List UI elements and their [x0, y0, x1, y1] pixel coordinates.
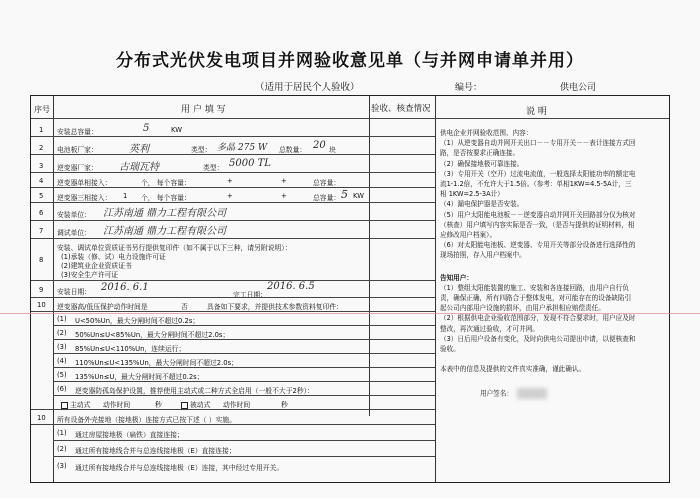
row11-num: (1)	[57, 315, 67, 323]
col-seq: 序号	[34, 105, 50, 114]
scope-item-5: （5）用户太阳能电池板－－逆变器自动并网开关回路部分仅为核对（核查）用户填写内容实际是否一致，（是否与提供的证明材料，相应修改用户档案）。	[440, 210, 636, 240]
scan-mark-line	[0, 313, 700, 314]
row8-intro: 安装、调试单位资质证书另行提供复印件（如不属于以下三种，请另附说明）：	[57, 244, 292, 252]
scope-item-3: （3）专用开关（空开）过流电流值，一般选择太阳能功率的额定电流1-1.2倍，不允许大于1.5倍。（参考：单相1KW=4.5-5A计，三相 1KW=2.5-3A计）	[440, 169, 636, 199]
row8-item3: (3)安全生产许可证	[61, 271, 119, 279]
row10-no: 否	[181, 303, 188, 311]
active-sec: 秒	[155, 401, 162, 409]
row13-num: (3)	[57, 343, 67, 351]
row21-num: (3)	[57, 462, 67, 470]
row8-num: 8	[39, 256, 44, 264]
scope-title: 供电企业并网验收范围、内容：	[440, 129, 533, 137]
row5-total-label: 总容量：	[313, 194, 341, 202]
col-check: 验收、核查情况	[371, 104, 431, 114]
notice-item-3: （3）日后用户设备有变化，及时向供电公司提出申请，以便核查和验收。	[440, 334, 636, 354]
row11-text: U<50%Un，最大分闸时间不超过0.2s；	[75, 317, 200, 325]
row14-text: 110%Un≤U<135%Un，最大分闸时间不超过2.0s；	[75, 359, 238, 367]
document-subtitle: （适用于居民个人验收）	[255, 82, 360, 93]
passive-time-label: 动作时间	[223, 401, 251, 409]
passive-mode-checkbox[interactable]	[181, 402, 188, 409]
row21-text: 通过所有接地线合并与总连线接地极（E）连接，其中经过专用开关。	[75, 464, 284, 472]
notice-title: 告知用户：	[440, 273, 473, 282]
row9-num: 9	[39, 286, 44, 294]
active-time-label: 动作时间	[103, 401, 131, 409]
row13-text: 85%Un≤U<110%Un，连续运行；	[75, 345, 186, 353]
row4-label: 逆变器单相接入：	[57, 179, 112, 187]
row9-done-label: 完工日期：	[233, 291, 267, 299]
row5-total-value: 5	[341, 188, 348, 201]
row2-count-label: 总数量：	[279, 146, 307, 154]
row18-num: 10	[37, 414, 46, 422]
row15-text: 135%Un≤U，最大分闸时间不超过0.2s；	[75, 373, 204, 381]
row5-num: 5	[39, 192, 44, 200]
signature-line	[440, 388, 636, 399]
signature-redacted	[517, 388, 547, 399]
row3-type-value: 5000 TL	[229, 158, 271, 169]
notice-item-1: （1）整组太阳能装置的施工、安装和各连接回路，由用户自行负责，确保正确，所有四路合于整体发电，对可能存在的设备缺陷引起公司内部用户设施的损坏，由用户承担相应赔偿责任。	[440, 283, 632, 313]
confirm-text: 本表中的信息及提供的文件真实准确，谨此确认。	[440, 365, 586, 374]
row10-tail: 具备如下要求，并提供技术参数资料复印件：	[207, 303, 343, 311]
passive-sec: 秒	[281, 401, 288, 409]
row12-num: (2)	[57, 329, 67, 337]
row1-unit: KW	[171, 126, 182, 134]
row6-num: 6	[39, 209, 44, 217]
scope-item-1: （1）从逆变器自动并网开关出口－－专用开关－－表计连接方式回路，是否按要求正确连接。	[440, 139, 636, 158]
row4-plus2: +	[281, 177, 287, 185]
row5-plus: +	[227, 192, 233, 200]
active-mode-label: 主动式	[70, 401, 91, 409]
row14-num: (4)	[57, 357, 67, 365]
row2-value: 英利	[129, 144, 149, 155]
row12-text: 50%Un≤U<85%Un，最大分闸时间不超过2.0s；	[75, 331, 230, 339]
row3-label: 逆变器厂家：	[57, 164, 98, 172]
row5-plus2: +	[281, 192, 287, 200]
row1-num: 1	[39, 126, 44, 134]
row7-label: 调试单位：	[57, 229, 91, 237]
row3-type-label: 类型：	[203, 164, 224, 172]
scope-item-4: （4）漏电保护器是否安装。	[440, 200, 524, 209]
row10-label: 逆变器高/低压保护动作时间是	[57, 303, 148, 311]
row6-value: 江苏南通 鼎力工程有限公司	[103, 208, 227, 219]
row16-text: 逆变器防孤岛保护设置，推荐使用主动式或二种方式全启用（一般不大于2秒）：	[75, 387, 314, 395]
company-label: 供电公司	[560, 83, 597, 93]
row2-type-value: 多晶 275 W	[217, 143, 268, 153]
row4-unit: 个， 每个容量：	[141, 179, 191, 187]
document-title: 分布式光伏发电项目并网验收意见单（与并网申请单并用）	[116, 51, 584, 71]
row2-num: 2	[39, 144, 44, 152]
active-mode-checkbox[interactable]	[61, 402, 68, 409]
row5-value: 1	[123, 192, 128, 200]
row9-label: 安装日期：	[57, 288, 91, 296]
passive-mode-option[interactable]	[181, 399, 210, 409]
row16-num: (6)	[57, 385, 67, 393]
row1-value: 5	[143, 123, 150, 134]
row4-total-label: 总容量：	[313, 179, 341, 187]
row9-done-value: 2016. 6.5	[267, 281, 315, 292]
row2-type-label: 类型：	[191, 146, 212, 154]
row5-label: 逆变器三相接入：	[57, 194, 112, 202]
active-mode-option[interactable]	[61, 399, 90, 409]
row20-num: (2)	[57, 445, 67, 453]
col-notes: 说 明	[526, 107, 547, 117]
row15-num: (5)	[57, 371, 67, 379]
row2-count-value: 20	[313, 140, 326, 151]
row9-value: 2016. 6.1	[101, 282, 149, 293]
row4-plus: +	[227, 177, 233, 185]
row8-item2: (2)建筑业企业资质证书	[61, 262, 132, 270]
row5-total-unit: KW	[353, 192, 364, 200]
row7-num: 7	[39, 227, 44, 235]
row3-num: 3	[39, 162, 44, 170]
row2-label: 电池板厂家：	[57, 146, 98, 154]
passive-mode-label: 被动式	[190, 401, 211, 409]
row19-text: 通过房屋接地极（扁铁）直接连接；	[75, 431, 184, 439]
notice-item-2: （2）根据供电企业验收范围部分，发现不符合要求时，用户应及时整改，再次通过验收，才可并网。	[440, 314, 636, 333]
row3-value: 古瑞瓦特	[119, 162, 159, 173]
row1-label: 安装总容量：	[57, 128, 98, 136]
row6-label: 安装单位：	[57, 211, 91, 219]
row8-item1: (1)承装（修、试）电力设施许可证	[61, 253, 166, 261]
notes-column	[440, 128, 636, 399]
row7-value: 江苏南通 鼎力工程有限公司	[103, 226, 227, 237]
scope-item-6: （6）对太阳能电池板、逆变器、专用开关等部分设备进行选择性的现场拍照，存入用户档案中。	[440, 241, 636, 260]
row2-count-unit: 块	[329, 146, 336, 154]
row19-num: (1)	[57, 429, 67, 437]
row5-unit: 个， 每个容量：	[141, 194, 191, 202]
number-label: 编号：	[455, 83, 483, 93]
scope-item-2: （2）确保接地极可靠连接。	[440, 159, 524, 168]
col-user-fill: 用 户 填 写	[181, 105, 226, 115]
row4-num: 4	[39, 177, 44, 185]
row10-num: 10	[37, 301, 46, 309]
row20-text: 通过所有接地线合并与总连线接地极（E）直接连接；	[75, 447, 236, 455]
row18-text: 所有设备外壳接地（接地极）连接方式已按下述（ ）实施。	[57, 416, 236, 424]
sign-label: 用户签名：	[480, 389, 513, 398]
